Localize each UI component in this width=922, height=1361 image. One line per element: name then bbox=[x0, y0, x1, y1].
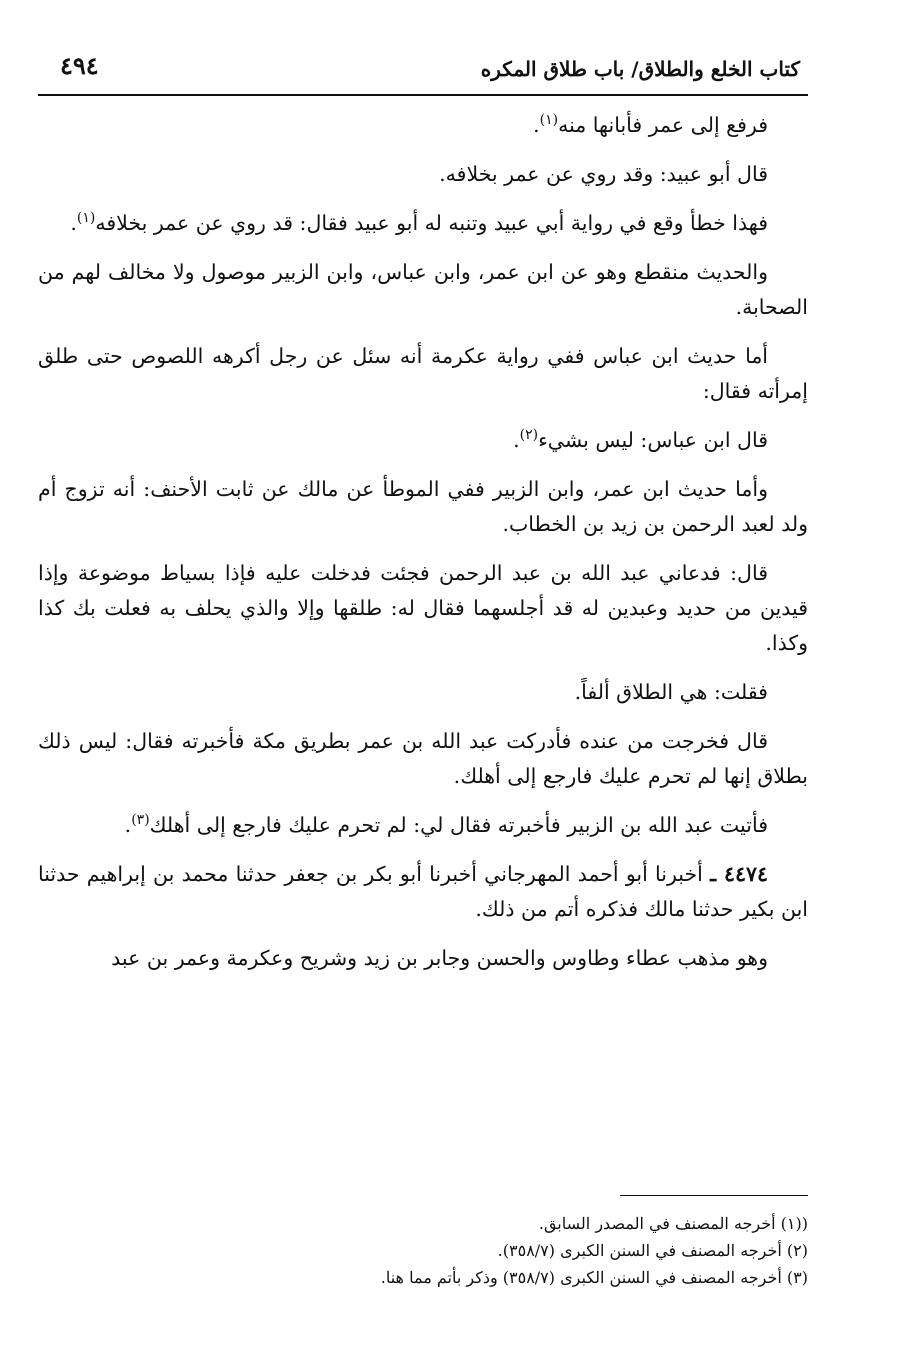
footnote-ref[interactable]: (١) bbox=[76, 210, 96, 227]
paragraph-text: فرفع إلى عمر فأبانها منه bbox=[558, 113, 768, 137]
footnote-ref[interactable]: (١) bbox=[539, 112, 559, 129]
paragraph-text: فقلت: هي الطلاق ألفاً. bbox=[574, 680, 768, 704]
footnote: ((١) أخرجه المصنف في المصدر السابق. bbox=[538, 1214, 808, 1233]
paragraph-text: قال ابن عباس: ليس بشيء bbox=[538, 428, 768, 452]
footnote-ref[interactable]: (٢) bbox=[519, 427, 539, 444]
paragraph bbox=[38, 675, 808, 710]
paragraph bbox=[38, 941, 808, 976]
paragraph-text: فهذا خطأ وقع في رواية أبي عبيد وتنبه له أبو عبيد فقال: قد روي عن عمر بخلافه bbox=[95, 211, 768, 235]
paragraph-text: أخبرنا أبو أحمد المهرجاني أخبرنا أبو بكر بن جعفر حدثنا محمد بن إبراهيم حدثنا ابن بكير حدثنا مالك فذكره أتم من ذلك. bbox=[38, 862, 808, 921]
paragraph bbox=[38, 255, 808, 325]
running-title: كتاب الخلع والطلاق/ باب طلاق المكره bbox=[480, 57, 800, 81]
paragraph bbox=[38, 423, 808, 458]
footnote: (٣) أخرجه المصنف في السنن الكبرى (٣٥٨/٧) وذكر بأتم مما هنا. bbox=[380, 1268, 808, 1287]
paragraph-tail: . bbox=[124, 813, 132, 837]
paragraph bbox=[38, 339, 808, 409]
book-page bbox=[38, 40, 808, 990]
paragraph-text: قال: فدعاني عبد الله بن عبد الرحمن فجئت فدخلت عليه فإذا بسياط موضوعة وإذا قيدين من حديد وعبدين له قد أجلسهما فقال له: طلقها وإلا والذي يحلف به فعلت بك كذا وكذا. bbox=[38, 561, 808, 655]
paragraph-text: وأما حديث ابن عمر، وابن الزبير ففي الموطأ عن مالك عن ثابت الأحنف: أنه تزوج أم ولد لعبد الرحمن بن زيد بن الخطاب. bbox=[38, 477, 808, 536]
paragraph-tail: . bbox=[70, 211, 77, 235]
paragraph bbox=[38, 556, 808, 661]
paragraph bbox=[38, 808, 808, 843]
footnotes-section bbox=[38, 1195, 808, 1291]
paragraph bbox=[38, 157, 808, 192]
footnote: (٢) أخرجه المصنف في السنن الكبرى (٣٥٨/٧). bbox=[497, 1241, 808, 1260]
paragraph-text: قال فخرجت من عنده فأدركت عبد الله بن عمر بطريق مكة فأخبرته فقال: ليس ذلك بطلاق إنها لم تحرم عليك فارجع إلى أهلك. bbox=[38, 729, 808, 788]
paragraph bbox=[38, 857, 808, 927]
paragraph-tail: . bbox=[533, 113, 540, 137]
main-text bbox=[38, 108, 808, 976]
page-number: ٤٩٤ bbox=[60, 51, 99, 80]
paragraph-tail: . bbox=[513, 428, 520, 452]
paragraph bbox=[38, 724, 808, 794]
paragraph bbox=[38, 472, 808, 542]
page-header bbox=[38, 40, 808, 96]
footnote-ref[interactable]: (٣) bbox=[131, 812, 150, 829]
paragraph-text: والحديث منقطع وهو عن ابن عمر، وابن عباس، وابن الزبير موصول ولا مخالف لهم من الصحابة. bbox=[38, 260, 808, 319]
paragraph-text: أما حديث ابن عباس ففي رواية عكرمة أنه سئل عن رجل أكرهه اللصوص حتى طلق إمرأته فقال: bbox=[38, 344, 808, 403]
footnote-divider bbox=[620, 1195, 808, 1196]
paragraph-text: وهو مذهب عطاء وطاوس والحسن وجابر بن زيد وشريح وعكرمة وعمر بن عبد bbox=[111, 946, 768, 970]
paragraph bbox=[38, 206, 808, 241]
paragraph bbox=[38, 108, 808, 143]
hadith-number: ٤٤٧٤ ـ bbox=[710, 862, 768, 886]
paragraph-text: فأتيت عبد الله بن الزبير فأخبرته فقال لي: لم تحرم عليك فارجع إلى أهلك bbox=[149, 813, 768, 837]
paragraph-text: قال أبو عبيد: وقد روي عن عمر بخلافه. bbox=[439, 162, 768, 186]
